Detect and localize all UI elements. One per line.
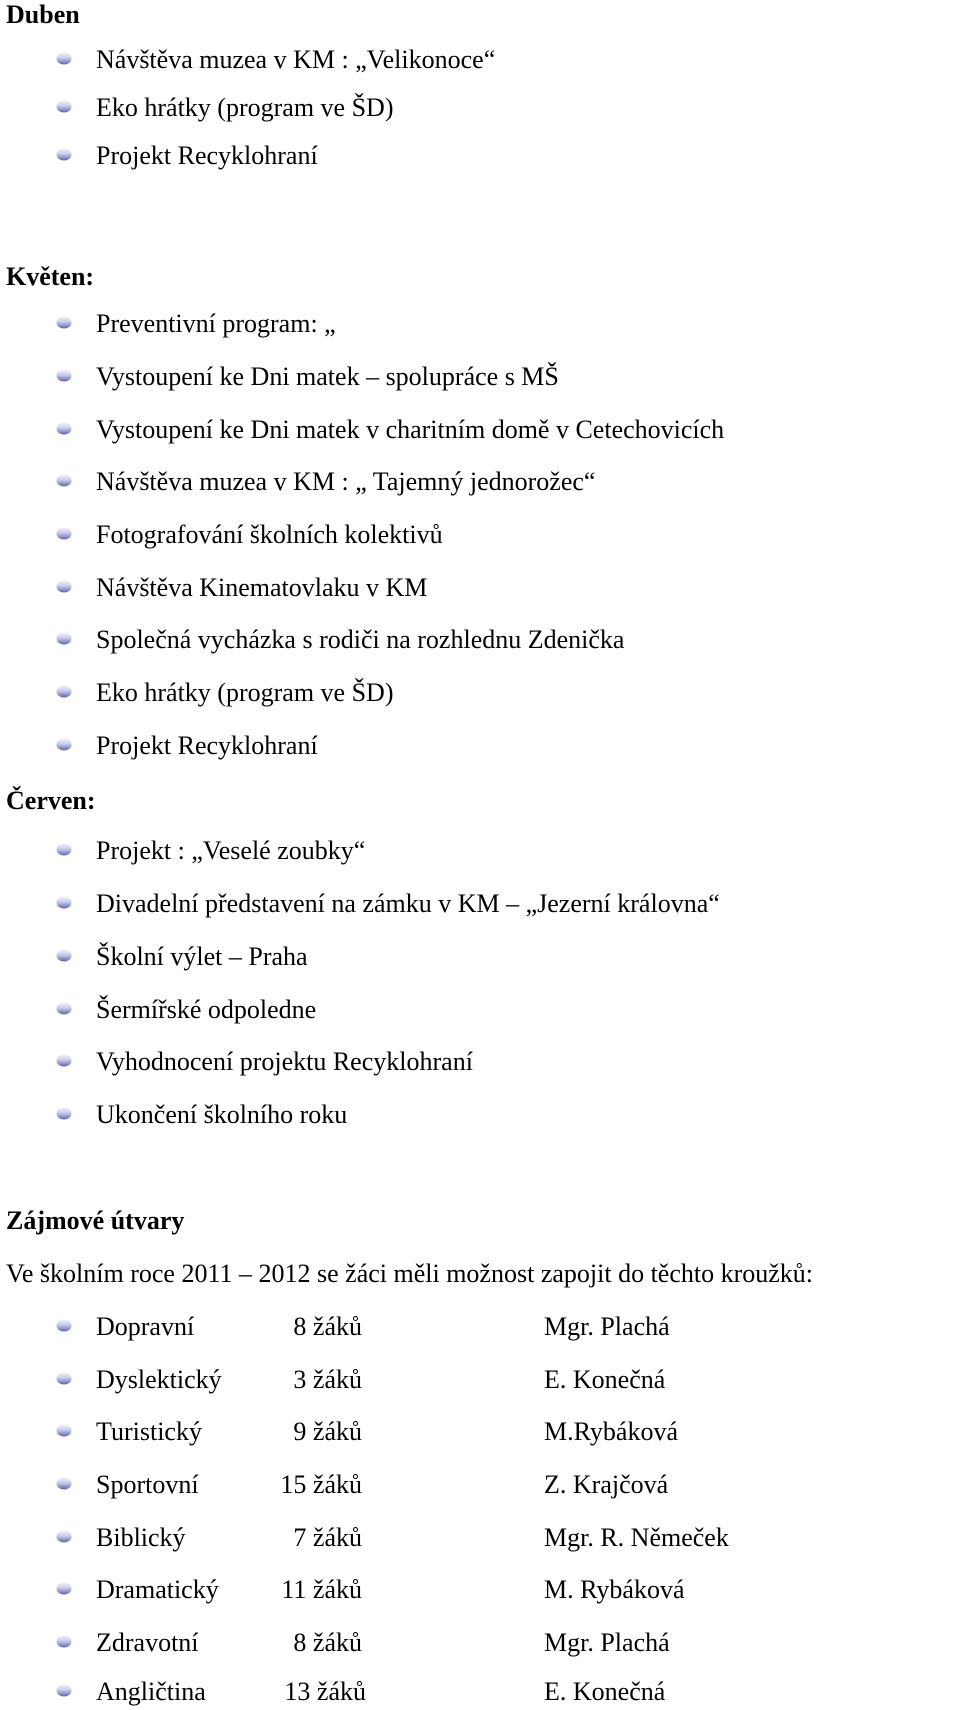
bullet-icon [56,738,72,751]
list-item-text: Divadelní představení na zámku v KM – „Jezerní královna“ [96,889,720,918]
list-item [0,92,960,124]
bullet-icon [56,1002,72,1015]
list-item-text: Vystoupení ke Dni matek v charitním domě v Cetechovicích [96,415,725,444]
club-teacher: Z. Krajčová [544,1470,669,1499]
club-name: Dopravní [96,1312,195,1341]
list-item-text: Návštěva muzea v KM : „Velikonoce“ [96,45,496,74]
list-item-text: Projekt : „Veselé zoubky“ [96,836,366,865]
bullet-icon [56,148,72,161]
club-count: 7 žáků [293,1523,362,1552]
table-row [0,1416,960,1448]
bullet-icon [56,474,72,487]
list-item-text: Eko hrátky (program ve ŠD) [96,678,394,707]
club-count: 9 žáků [293,1417,362,1446]
heading-may: Květen: [6,262,95,291]
club-count: 11 žáků [281,1575,362,1604]
bullet-icon [56,1424,72,1437]
table-row [0,1364,960,1396]
table-row [0,1469,960,1501]
table-row [0,1522,960,1554]
list-item [0,466,960,498]
club-count: 8 žáků [293,1628,362,1657]
heading-april: Duben [6,0,80,29]
club-teacher: Mgr. Plachá [544,1628,670,1657]
bullet-icon [56,1635,72,1648]
bullet-icon [56,1530,72,1543]
list-item-text: Vyhodnocení projektu Recyklohraní [96,1047,473,1076]
list-item [0,414,960,446]
list-item [0,361,960,393]
list-item-text: Školní výlet – Praha [96,942,308,971]
bullet-icon [56,422,72,435]
club-name: Biblický [96,1523,186,1552]
bullet-icon [56,369,72,382]
club-teacher: Mgr. Plachá [544,1312,670,1341]
bullet-icon [56,1054,72,1067]
club-count: 15 žáků [280,1470,362,1499]
list-item-text: Návštěva muzea v KM : „ Tajemný jednorožec“ [96,467,596,496]
bullet-icon [56,580,72,593]
bullet-icon [56,1372,72,1385]
list-item [0,519,960,551]
bullet-icon [56,685,72,698]
list-item-text: Fotografování školních kolektivů [96,520,443,549]
list-item-text: Návštěva Kinematovlaku v KM [96,573,428,602]
bullet-icon [56,896,72,909]
list-item [0,730,960,762]
list-item [0,624,960,656]
list-item [0,677,960,709]
list-item [0,44,960,76]
bullet-icon [56,527,72,540]
club-teacher: M. Rybáková [544,1575,685,1604]
list-item-text: Projekt Recyklohraní [96,141,318,170]
bullet-icon [56,843,72,856]
list-item-text: Ukončení školního roku [96,1100,348,1129]
club-name: Sportovní [96,1470,199,1499]
clubs-intro: Ve školním roce 2011 – 2012 se žáci měli možnost zapojit do těchto kroužků: [6,1259,814,1288]
club-teacher: E. Konečná [544,1365,666,1394]
bullet-icon [56,1477,72,1490]
list-item-text: Eko hrátky (program ve ŠD) [96,93,394,122]
heading-clubs: Zájmové útvary [6,1206,185,1235]
bullet-icon [56,52,72,65]
list-item-text: Preventivní program: „ [96,309,336,338]
table-row [0,1627,960,1659]
list-item [0,835,960,867]
club-name: Zdravotní [96,1628,199,1657]
list-item [0,888,960,920]
club-name: Dramatický [96,1575,219,1604]
list-item [0,572,960,604]
table-row [0,1574,960,1606]
club-name: Turistický [96,1417,202,1446]
list-item [0,1099,960,1131]
list-item [0,308,960,340]
bullet-icon [56,632,72,645]
list-item [0,941,960,973]
list-item-text: Šermířské odpoledne [96,995,317,1024]
list-item [0,994,960,1026]
bullet-icon [56,316,72,329]
club-name: Dyslektický [96,1365,222,1394]
list-item [0,1046,960,1078]
list-item-text: Společná vycházka s rodiči na rozhlednu Zdenička [96,625,625,654]
bullet-icon [56,100,72,113]
list-item-text: Projekt Recyklohraní [96,731,318,760]
club-teacher: M.Rybáková [544,1417,678,1446]
club-count: 13 žáků [284,1677,366,1706]
club-count: 3 žáků [293,1365,362,1394]
list-item [0,140,960,172]
bullet-icon [56,1319,72,1332]
table-row [0,1676,960,1708]
heading-june: Červen: [6,786,96,815]
club-count: 8 žáků [293,1312,362,1341]
list-item-text: Vystoupení ke Dni matek – spolupráce s MŠ [96,362,559,391]
table-row [0,1311,960,1343]
bullet-icon [56,949,72,962]
club-name: Angličtina [96,1677,206,1706]
bullet-icon [56,1684,72,1697]
bullet-icon [56,1107,72,1120]
bullet-icon [56,1582,72,1595]
club-teacher: E. Konečná [544,1677,666,1706]
club-teacher: Mgr. R. Němeček [544,1523,729,1552]
